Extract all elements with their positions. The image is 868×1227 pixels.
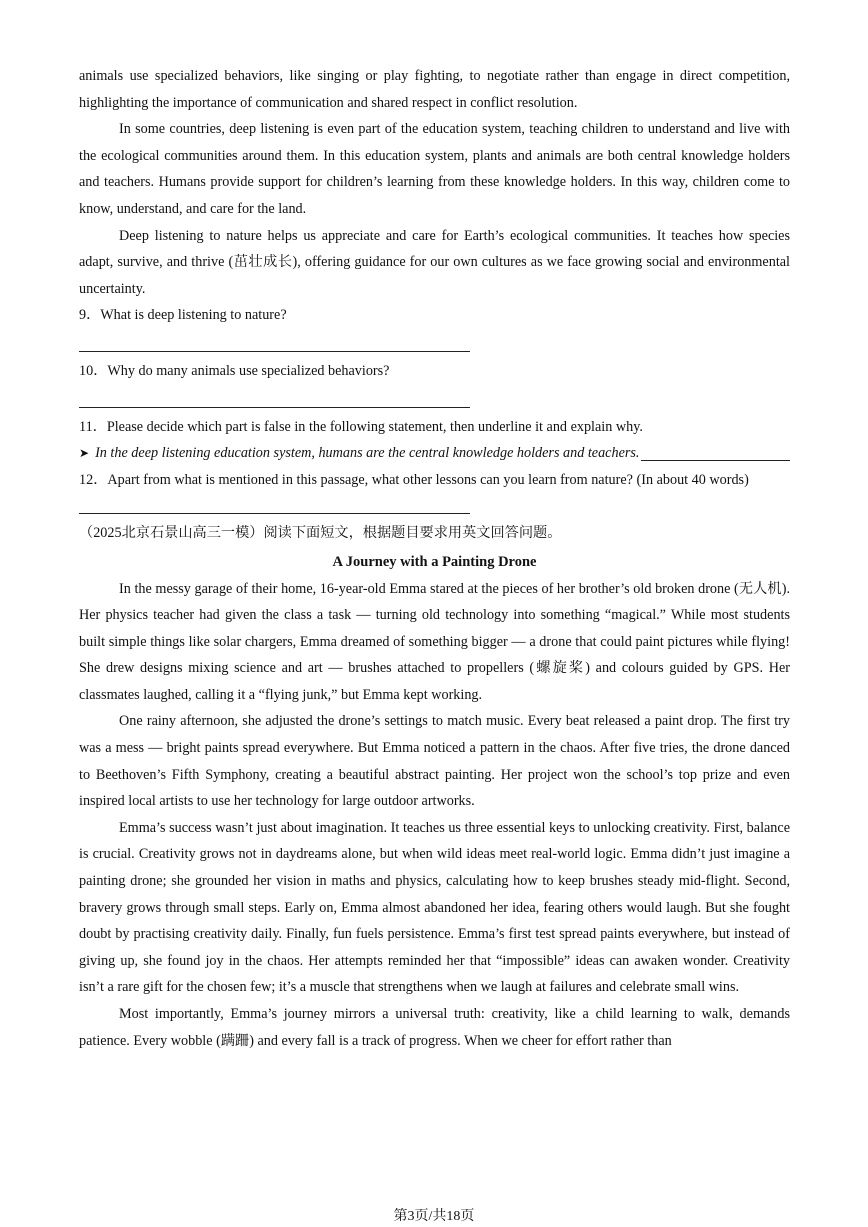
question-11-statement: In the deep listening education system, humans are the central knowledge holders and teachers. [95,445,640,462]
passage1-paragraph-3: Deep listening to nature helps us appreciate and care for Earth’s ecological communities. It teaches how species adapt, survive, and thrive (茁壮成长), offering guidance for our own cultures as we face growing social and environmental uncertainty. [79,227,790,297]
question-12: 12．Apart from what is mentioned in this passage, what other lessons can you learn from nature? (In about 40 words) [79,471,749,488]
passage2-paragraph-2: One rainy afternoon, she adjusted the drone’s settings to match music. Every beat released a paint drop. The first try was a mess — bright paints spread everywhere. But Emma noticed a pattern in the chaos. After five tries, the drone danced to Beethoven’s Fifth Symphony, creating a beautiful abstract painting. Her project won the school’s top prize and even inspired local artists to use her technology for large outdoor artworks. [79,713,790,810]
page-content [79,63,790,1054]
question-10: 10．Why do many animals use specialized behaviors? [79,362,390,379]
question-11: 11．Please decide which part is false in the following statement, then underline it and explain why. [79,418,643,435]
passage1-paragraph-2: In some countries, deep listening is even part of the education system, teaching children to understand and live with the ecological communities around them. In this education system, plants and animals are both central knowledge holders and teachers. Humans provide support for children’s learning from these knowledge holders. In this way, children come to know, understand, and care for the land. [79,121,790,217]
arrow-bullet-icon: ➤ [79,446,90,461]
answer-line-10[interactable] [79,385,470,408]
question-11-statement-row [79,440,790,467]
passage2-paragraph-3: Emma’s success wasn’t just about imagination. It teaches us three essential keys to unlocking creativity. First, balance is crucial. Creativity grows not in daydreams alone, but when wild ideas meet real-world logic. Emma didn’t just imagine a painting drone; she grounded her vision in maths and physics, calculating how to keep brushes steady mid-flight. Second, bravery grows through small steps. Early on, Emma almost abandoned her idea, fearing others would laugh. But she fought doubt by practising creativity daily. Finally, fun fuels persistence. Emma’s first test spread paints everywhere, but instead of giving up, she found joy in the chaos. Her attempts reminded her that “impossible” ideas can awaken wonder. Creativity isn’t a rare gift for the chosen few; it’s a muscle that strengthens when we laugh at failures and celebrate small wins. [79,819,790,996]
answer-line-11[interactable] [641,460,790,461]
passage2-paragraph-1: In the messy garage of their home, 16-year-old Emma stared at the pieces of her brother’s old broken drone (无人机). Her physics teacher had given the class a task — turning old technology into something “magical.” While most students built simple things like solar chargers, Emma dreamed of something bigger — a drone that could paint pictures while flying! She drew designs mixing science and art — brushes attached to propellers (螺旋桨) and colours guided by GPS. Her classmates laughed, calling it a “flying junk,” but Emma kept working. [79,580,790,703]
passage2-source: （2025北京石景山高三一模）阅读下面短文，根据题目要求用英文回答问题。 [79,525,562,542]
question-9: 9．What is deep listening to nature? [79,307,287,324]
passage2-title: A Journey with a Painting Drone [332,553,537,570]
page-number-footer: 第3页/共18页 [393,1209,475,1224]
answer-line-9[interactable] [79,329,470,352]
passage2-paragraph-4: Most importantly, Emma’s journey mirrors a universal truth: creativity, like a child learning to walk, demands patience. Every wobble (蹒跚) and every fall is a track of progress. When we cheer for effort rather than [79,1006,790,1049]
answer-line-12[interactable] [79,493,470,514]
passage1-paragraph-continued: animals use specialized behaviors, like singing or play fighting, to negotiate rather than engage in direct competition, highlighting the importance of communication and shared respect in conflict resolution. [79,68,790,111]
